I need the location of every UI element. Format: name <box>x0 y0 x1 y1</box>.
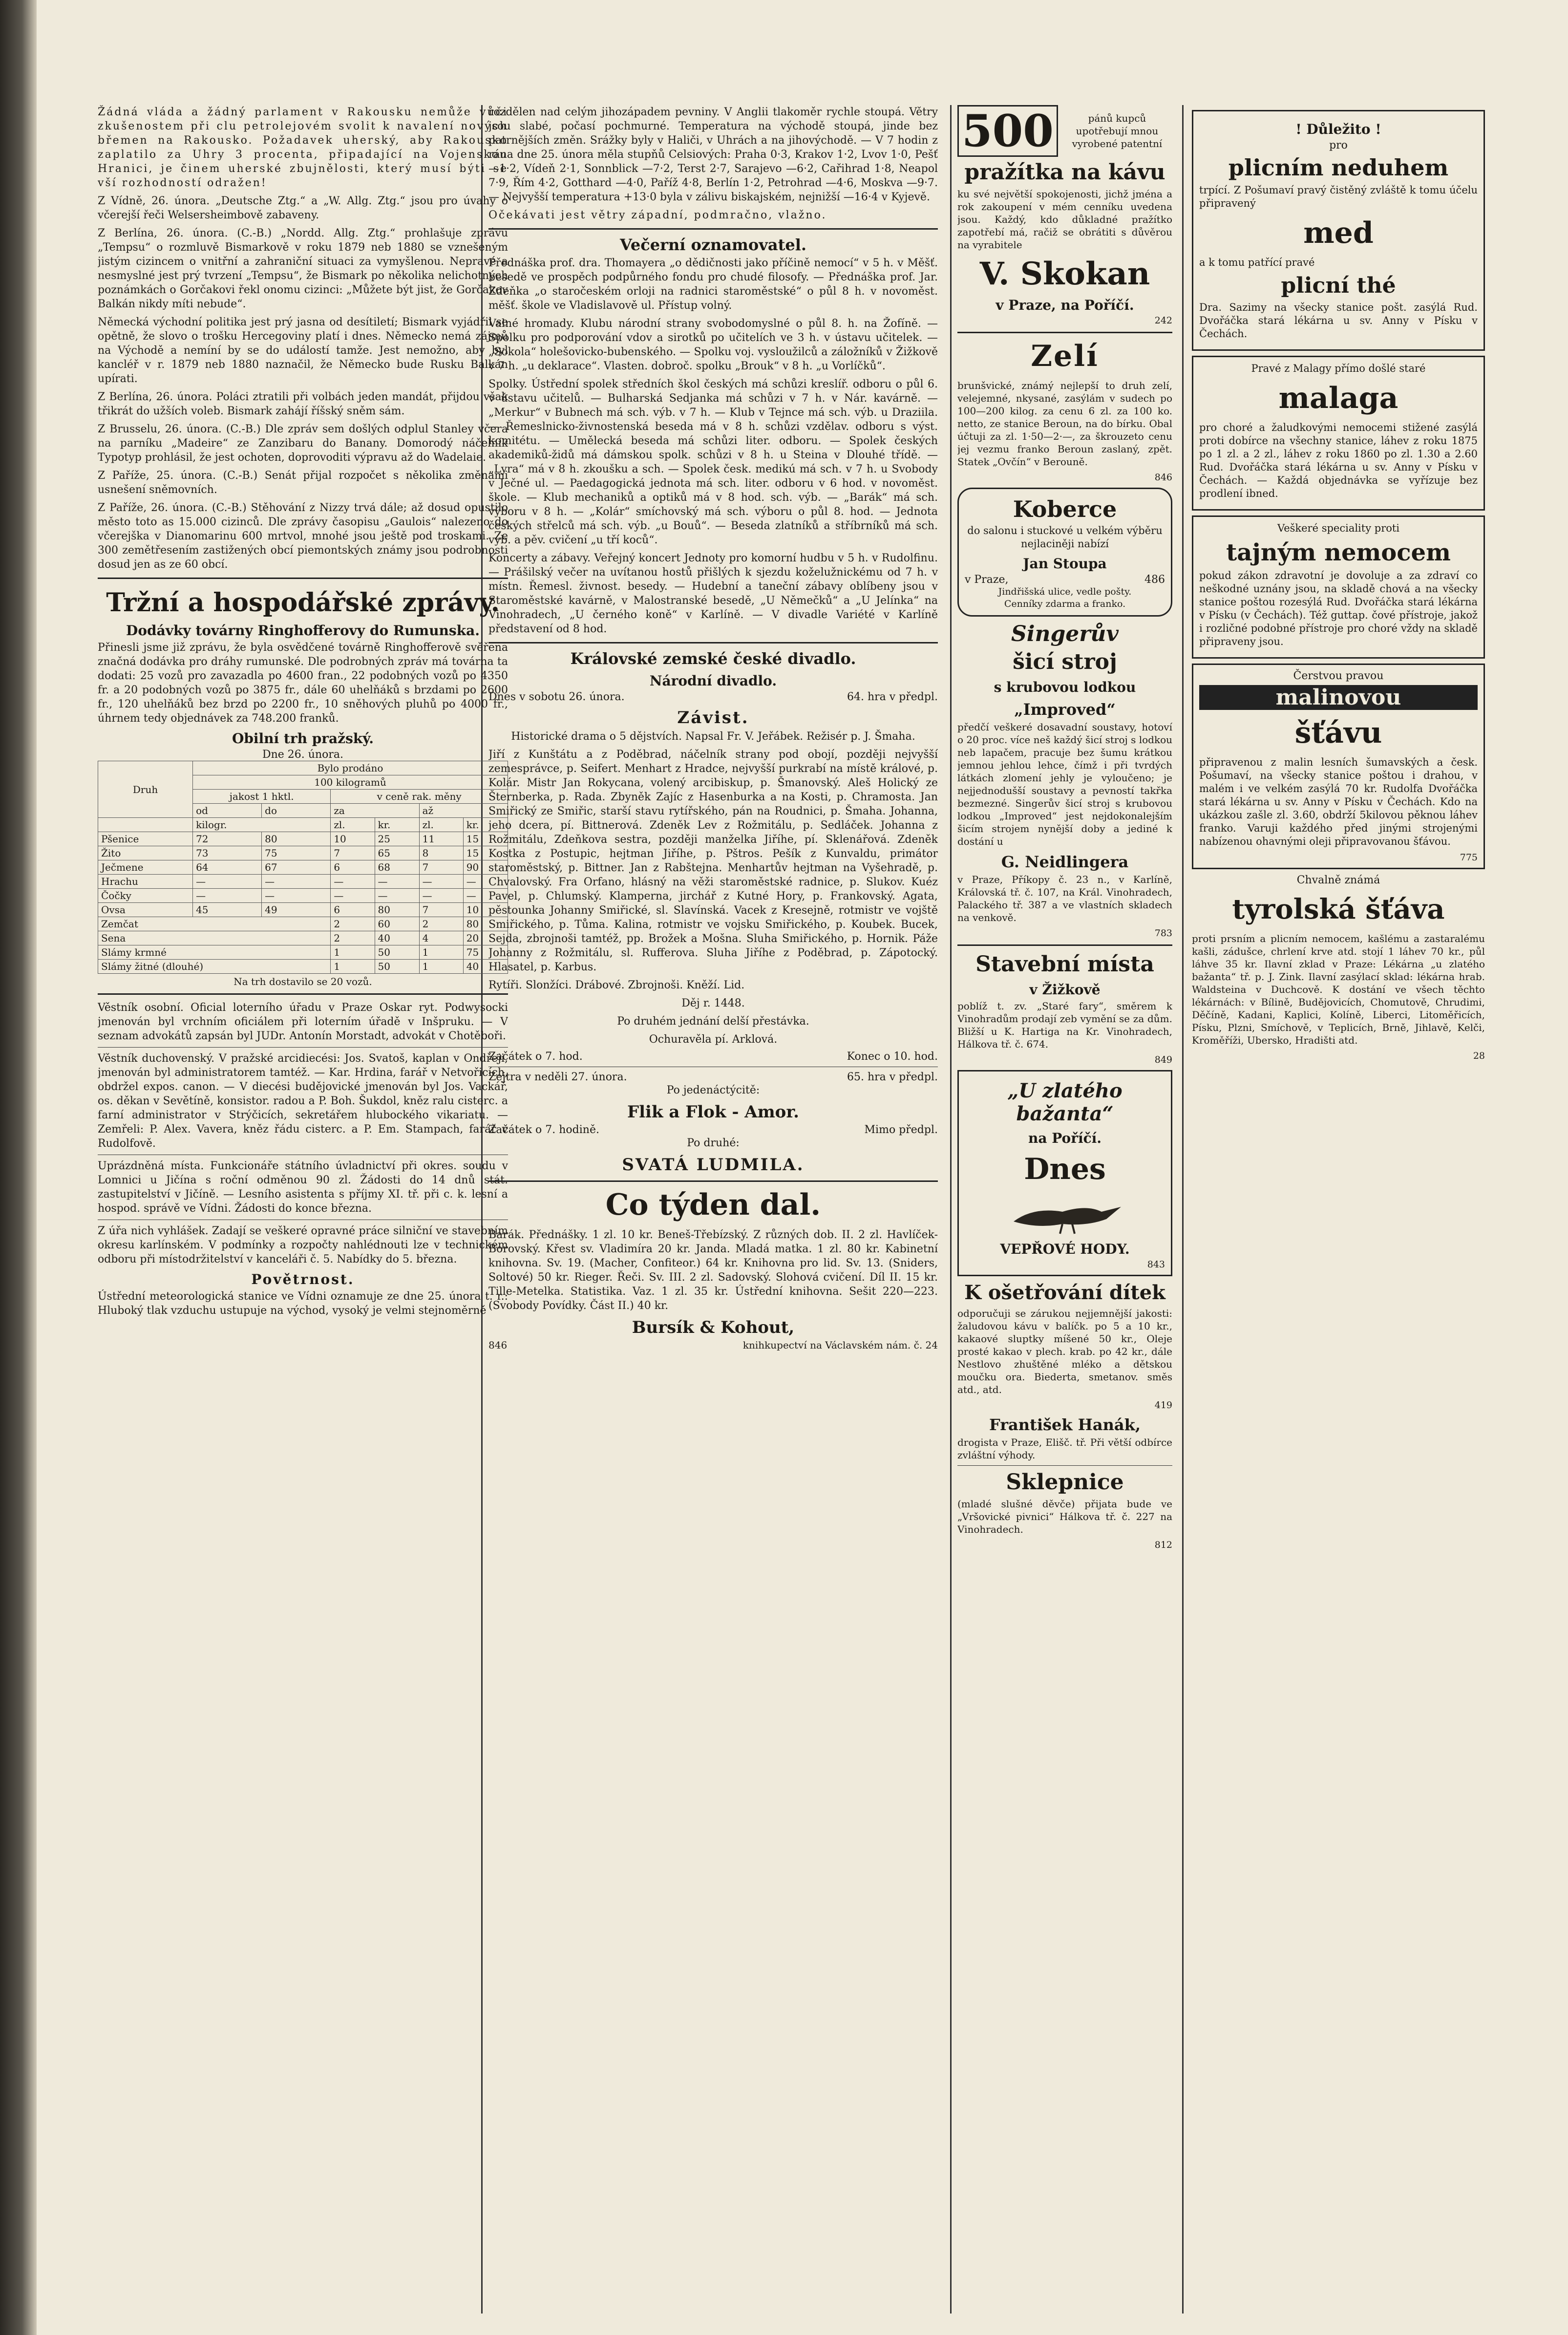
ad-body: odporučuji se zárukou nejjemnější jakosti: žaludovou kávu v balíčk. po 5 a 10 kr., kakaové sluptky míšené 50 kr., Oleje prosté kakao v plech. krab. po 42 kr., dále Nestlovo zhuštěné mléko a dětskou moučku ora. Biederta, smetanov. směs atd., atd. <box>957 1307 1172 1395</box>
table-row <box>98 960 508 974</box>
ad-address: Jindřišská ulice, vedle pošty. <box>998 586 1132 597</box>
book-list: Barák. Přednášky. 1 zl. 10 kr. Beneš-Třebízský. Z různých dob. II. 2 zl. Havlíček-Borovský. Křest sv. Vladimíra 20 kr. Janda. Mladá matka. 1 zl. 80 kr. Kabinetní knihovna. Sv. 19. (Macher, Confiteor.) 64 kr. Knihovna pro lid. Sv. 13. (Sniders, Soltové) 50 kr. Rieger. Řeči. Sv. III. 2 zl. Sadovský. Slohová cvičení. Díl II. 15 kr. Tille-Metelka. Statistika. Vaz. 1 zl. 35 kr. Ústřední knihovna. Sešit 220—223. (Svobody Povídky. Část II.) 40 kr. <box>488 1229 938 1312</box>
grain-name-cell: Pšenice <box>98 832 193 846</box>
header-cell: kr. <box>375 818 419 832</box>
theatre-date: Dnes v sobotu 26. února. <box>488 691 625 703</box>
ad-number: 843 <box>1147 1259 1165 1270</box>
ad-headline: Sklepnice <box>1006 1470 1124 1495</box>
price-cell: — <box>193 875 262 889</box>
play-note: Po jedenáctýcitě: <box>666 1084 760 1096</box>
article-paragraph: Věstník duchovenský. V pražské arcidiecési: Jos. Svatoš, kaplan v Ondřeji, jmenován byl administratorem tamtéž. — Kar. Hrdina, farář v Netvořicích, obdržel expos. canon. — V diecési budějovické jmenován byl Jos. Vackář, os. děkan v Sevětíně, konsistor. radou a P. Boh. Šukdol, kněz ralu cisterc. a farní administrator v Strýčicích, sekretářem hlubockého vikariatu. — Zemřeli: P. Alex. Vavera, kněz řádu cisterc. a P. Em. Stampach, farář v Rudolfově. <box>98 1052 508 1150</box>
price-cell: 11 <box>419 832 463 846</box>
ad-headline: plicní thé <box>1281 273 1396 298</box>
article-paragraph: Koncerty a zábavy. Veřejný koncert Jednoty pro komorní hudbu v 5 h. v Rudolfinu. — Prášilský večer na uvítanou hostů přišlých k sjezdu koželužnickému od 7 h. v místn. Řemesl. živnost. besedy. — Hudební a taneční zábavy oblíbeny jsou v Staroměstské kavárně, v Malostranské besedě, „U Němečků“ a „U Jelínka“ na Vinohradech, „U černého koně“ v Karlíně. — V divadle Variété v Karlíně představení od 8 hod. <box>488 552 938 635</box>
header-cell: v ceně rak. měny <box>331 790 508 804</box>
ad-body: ku své největší spokojenosti, jichž jména a rok zakoupení v mém cenníku uvedena jsou. Každý, kdo důkladné pražítko zapotřebí má, račiž se obrátiti s důvěrou na vyrabitele <box>957 188 1172 251</box>
price-cell: 49 <box>262 903 331 917</box>
ad-koberce <box>957 488 1172 617</box>
ad-headline: malaga <box>1278 381 1398 415</box>
ad-body: do salonu i stuckové u velkém výběru nejlaciněji nabízí <box>967 525 1163 550</box>
ad-body: drogista v Praze, Elišč. tř. Při větší odbírce zvláštní výhody. <box>957 1436 1172 1461</box>
ad-city: v Žižkově <box>1029 982 1101 998</box>
ad-headline: Singerův <box>1011 621 1119 646</box>
play-note: Po druhé: <box>687 1137 740 1149</box>
price-cell: 75 <box>463 945 508 960</box>
price-cell: 80 <box>262 832 331 846</box>
price-cell: 80 <box>375 903 419 917</box>
ad-malinovou <box>1192 664 1485 869</box>
play-note: Děj r. 1448. <box>681 997 745 1009</box>
price-cell: — <box>419 889 463 903</box>
price-cell: 7 <box>419 860 463 875</box>
theatre-subheading: Národní divadlo. <box>649 673 777 689</box>
ad-headline: plicním neduhem <box>1228 154 1449 181</box>
divider <box>488 642 938 643</box>
ad-body: poblíž t. zv. „Staré fary“, směrem k Vinohradům prodají zeb vymění se za dům. Bližší u K. Hartiga na Kr. Vinohradech, Hálkova tř. č. 674. <box>957 1000 1172 1050</box>
ad-number: 812 <box>1154 1540 1172 1550</box>
divider <box>957 332 1172 333</box>
price-cell: 25 <box>375 832 419 846</box>
ad-number: 849 <box>1154 1054 1172 1065</box>
price-cell: 1 <box>419 945 463 960</box>
price-cell: 2 <box>419 917 463 931</box>
play-title: Závist. <box>677 708 749 728</box>
grain-name-cell: Ječmene <box>98 860 193 875</box>
ad-body: proti prsním a plicním nemocem, kašlému a zastaralému kašli, zádušce, chrlení krve atd. stojí 1 láhev 70 kr., půl láhve 35 kr. Ilavní zklad v Praze: Lékárna „u zlatého bažanta“ tř. p. J. Zink. Ilavní zasýlací sklad: lékárna hrab. Waldsteina v Duchcově. K dostání ve všech těchto lékárnách: v Bílině, Budějovicích, Chomutově, Chrudimi, Děčíně, Kadani, Kaplici, Kolíně, Liberci, Litoměřicích, Písku, Plzni, Smíchově, v Teplicích, Brně, Jihlavě, Kelči, Kroměříži, Ubersko, Hradišti atd. <box>1192 933 1485 1046</box>
header-cell: jakost 1 hktl. <box>193 790 331 804</box>
play-cast: Rytíři. Slonžíci. Drábové. Zbrojnoši. Kněží. Lid. <box>488 979 745 991</box>
price-cell: 1 <box>331 960 375 974</box>
header-cell: Druh <box>98 761 193 818</box>
article-paragraph: Uprázdněná místa. Funkcionáře státního úvladnictví při okres. soudu v Lomnici u Jičína s roční odměnou 90 zl. Žádosti do 14 dnů stát. zastupitelství v Jičíně. — Lesního asistenta s příjmy XI. tř. při c. k. lesní a hospod. správě ve Vídni. Žádosti do konce března. <box>98 1160 508 1215</box>
header-cell: kr. <box>463 818 508 832</box>
header-cell: 100 kilogramů <box>193 775 508 790</box>
grain-name-cell: Čočky <box>98 889 193 903</box>
ad-product: „Improved“ <box>1014 700 1116 719</box>
ad-city: v Praze, na Poříčí. <box>996 297 1134 313</box>
price-cell: 80 <box>463 917 508 931</box>
price-cell: 73 <box>193 846 262 860</box>
ad-city: v Praze, <box>965 574 1009 586</box>
article-paragraph: Z Paříže, 26. února. (C.-B.) Stěhování z Nizzy trvá dále; až dosud opustilo město toto as 15.000 cizinců. Dle zprávy časopisu „Gaulois“ nalezeno do včerejška v Dianomarinu 600 mrtvol, mnohé jsou ještě pod troskami. Ze 300 zemětřesením zastižených obcí piemontských známy jsou podrobnosti dosud jen as ze 60 obcí. <box>98 502 508 571</box>
date-line: Dne 26. února. <box>262 749 343 761</box>
product-name-cell: Slámy krmné <box>98 945 331 960</box>
ad-headline: tyrolská šťáva <box>1232 893 1445 925</box>
next-play-row <box>488 1071 938 1083</box>
play-description: Historické drama o 5 dějstvích. Napsal Fr. V. Jeřábek. Režisér p. J. Šmaha. <box>511 730 915 743</box>
price-cell: 50 <box>375 945 419 960</box>
section-heading: Večerní oznamovatel. <box>620 236 806 254</box>
article-paragraph: Německá východní politika jest prý jasna od desítiletí; Bismark vyjádřil se opětně, že slovo o trošku Hercegoviny platí i dnes. Německo nemá zájmů na Východě a nemíní by se do událostí tamže. Jest nemožno, aby byl kancléř v r. 1879 neb 1880 naznačil, že Německo bude Rusku Balkán upírati. <box>98 316 508 385</box>
next-number: 65. hra v předpl. <box>847 1071 938 1083</box>
start-time: Začátek o 7. hod. <box>488 1050 583 1063</box>
grain-name-cell: Žito <box>98 846 193 860</box>
divider <box>98 1047 508 1048</box>
ad-text: pro <box>1329 139 1348 151</box>
ad-headline: Zelí <box>1031 339 1099 373</box>
price-cell: — <box>262 889 331 903</box>
article-title: Povětrnost. <box>251 1271 355 1287</box>
bookshop-row <box>488 1339 938 1351</box>
price-cell: 64 <box>193 860 262 875</box>
theatre-number: 64. hra v předpl. <box>847 691 938 703</box>
divider <box>488 228 938 230</box>
table-note: Na trh dostavilo se 20 vozů. <box>233 976 372 987</box>
price-cell: 68 <box>375 860 419 875</box>
table-row <box>98 860 508 875</box>
article-paragraph: Z úřa nich vyhlášek. Zadají se veškeré opravné práce silniční ve stavebním okresu karlínském. V podmínky a rozpočty nahlédnouti lze v technickém odboru při místodržitelství v kanceláři č. 5. Nabídky do 5. března. <box>98 1225 508 1265</box>
price-cell: 4 <box>419 931 463 945</box>
column-rule <box>950 105 952 2314</box>
header-cell: od <box>193 804 262 818</box>
article-paragraph: Ústřední meteorologická stanice ve Vídni oznamuje ze dne 25. února t. r.: Hluboký tlak vzduchu ustupuje na východ, vysoký je velmi stejnoměrně <box>98 1290 508 1317</box>
ad-headline: K ošetřování dítek <box>964 1281 1165 1304</box>
table-row <box>98 945 508 960</box>
article-title: Dodávky továrny Ringhofferovy do Rumunska. <box>126 622 480 639</box>
play-title: Flik a Flok - Amor. <box>627 1102 799 1122</box>
divider <box>98 993 508 995</box>
header-cell: zl. <box>419 818 463 832</box>
article-paragraph: Žádná vláda a žádný parlament v Rakousku nemůže vůči zkušenostem při clu petrolejovém svolit k navalení nových břemen na Rakousko. Požadavek uherský, aby Rakousko zaplatilo za Uhry 3 procenta, připadající na Vojenskou Hranici, je činem uherské zbujnělosti, který musí býti se vší rozhodností odražen! <box>98 106 508 189</box>
article-paragraph: Z Brusselu, 26. února. (C.-B.) Dle zpráv sem došlých odplul Stanley včera na parníku „Madeire“ ze Zanzibaru do Banany. Domorodý náčelník Typotyp prohlásil, že jest ochoten, doprovoditi výpravu až do Wadelaie. <box>98 423 508 464</box>
ad-number: 28 <box>1473 1050 1485 1061</box>
price-cell: — <box>419 875 463 889</box>
pheasant-illustration <box>1004 1192 1126 1236</box>
price-cell: 15 <box>463 846 508 860</box>
price-cell: 40 <box>375 931 419 945</box>
header-cell: Bylo prodáno <box>193 761 508 775</box>
theatre-date-row <box>488 691 938 703</box>
column-4-ads <box>1192 105 1485 1061</box>
ad-headline: pražítka na kávu <box>964 160 1165 185</box>
ad-headline: med <box>1303 216 1374 250</box>
article-paragraph: Z Vídně, 26. února. „Deutsche Ztg.“ a „W. Allg. Ztg.“ jsou pro úvahy o včerejší řeči Welsersheimbově zabaveny. <box>98 195 508 221</box>
price-cell: 1 <box>331 945 375 960</box>
column-1 <box>98 105 508 1322</box>
article-title: Obilní trh pražský. <box>232 730 374 747</box>
ad-body: Pravé z Malagy přímo došlé staré <box>1251 363 1426 374</box>
ad-subheadline: s krubovou lodkou <box>994 679 1136 695</box>
ad-headline: Stavební místa <box>975 952 1154 977</box>
ad-city-row <box>965 574 1165 586</box>
article-paragraph: Očekávati jest větry západní, podmračno, vlažno. <box>488 209 827 221</box>
ad-body: v Praze, Příkopy č. 23 n., v Karlíně, Královská tř. č. 107, na Král. Vinohradech, Palackého tř. 387 a ve vlastních skladech na venkově. <box>957 874 1172 923</box>
ad-name: Jan Stoupa <box>1023 556 1107 572</box>
ad-headline: „U zlatého bažanta“ <box>1007 1079 1123 1125</box>
play-title: SVATÁ LUDMILA. <box>622 1155 805 1175</box>
table-row <box>98 931 508 945</box>
end-time: Konec o 10. hod. <box>847 1050 938 1063</box>
price-cell: 67 <box>262 860 331 875</box>
article-paragraph: Z Berlína, 26. února. Poláci ztratili při volbách jeden mandát, přijdou však třikrát do užších voleb. Bismark zahájí říšský sněm sám. <box>98 391 508 417</box>
books-heading: Co týden dal. <box>605 1188 821 1222</box>
ad-500-text: pánů kupců upotřebují mnou vyrobené patentní <box>1072 112 1163 150</box>
price-cell: 60 <box>375 917 419 931</box>
price-cell: 40 <box>463 960 508 974</box>
price-cell: — <box>463 875 508 889</box>
price-cell: 7 <box>419 903 463 917</box>
ad-headline: šťávu <box>1294 716 1382 750</box>
divider <box>488 1180 938 1182</box>
price-cell: — <box>463 889 508 903</box>
ad-body: brunšvické, známý nejlepší to druh zelí, velejemné, nkysané, zasýlám v sudech po 100—200 kilog. za cenu 6 zl. za 100 ko. netto, ze stanice Beroun, na do bírku. Obal účtuji za zl. 1·50—2·—, za škrouzeto cenu jej vezmu franko Beroun zaslaný, zpět. Statek „Ovčín“ v Berouně. <box>957 380 1172 468</box>
price-cell: — <box>375 889 419 903</box>
ad-body: připravenou z malin lesních šumavských a česk. Pošumaví, na všecky stanice poštou i drahou, v malém i ve velkém zasýlá 70 kr. Rudolfa Dvořáčka stará lékárna u sv. Anny v Písku v Čechách. Kdo na ukázkou zašle zl. 3.60, obdrží 5kilovou pěknou láhev franko. Varuji každého před jinými strojenými nabízenou ohavnými oleji připravovanou šťávou. <box>1199 756 1478 847</box>
ad-city: na Poříčí. <box>1028 1130 1102 1146</box>
section-heading: Tržní a hospodářské zprávy. <box>106 588 500 618</box>
ad-headline: Koberce <box>1013 496 1117 522</box>
header-cell: až <box>419 804 508 818</box>
start-time: Začátek o 7. hodině. <box>488 1124 599 1136</box>
grain-name-cell: Hrachu <box>98 875 193 889</box>
price-cell: 15 <box>463 832 508 846</box>
ad-name: V. Skokan <box>979 256 1150 292</box>
product-name-cell: Slámy žitné (dlouhé) <box>98 960 331 974</box>
price-cell: 10 <box>331 832 375 846</box>
header-cell: do <box>262 804 331 818</box>
subscription-note: Mimo předpl. <box>864 1124 938 1136</box>
divider <box>98 578 508 579</box>
divider <box>957 944 1172 946</box>
price-cell: 75 <box>262 846 331 860</box>
column-3-ads <box>957 105 1172 1550</box>
ad-headline: VEPŘOVÉ HODY. <box>1000 1241 1130 1257</box>
table-row <box>98 889 508 903</box>
price-cell: 45 <box>193 903 262 917</box>
ad-headline: malinovou <box>1199 685 1478 710</box>
product-name-cell: Sena <box>98 931 331 945</box>
grain-price-table <box>98 761 508 974</box>
ad-note: Cenníky zdarma a franko. <box>1004 599 1126 609</box>
table-row <box>98 832 508 846</box>
ad-headline: tajným nemocem <box>1226 539 1451 566</box>
play-times <box>488 1050 938 1063</box>
header-cell: za <box>331 804 419 818</box>
ad-headline: šicí stroj <box>1013 649 1117 674</box>
price-cell: 7 <box>331 846 375 860</box>
ad-body: a k tomu patřící pravé <box>1199 257 1315 268</box>
ad-text: Chvalně známá <box>1296 874 1380 886</box>
ad-body: pokud zákon zdravotní je dovoluje a za zdraví co neškodné uznány jsou, na skladě chová a na všecky stanice poštou rozesýlá Rud. Dvořáčka stará lékárna v Písku (v Čechách). Též guttap. čové přístroje, jakož i rozličné podobné přístroje pro choré vždy na skladě připraveny jsou. <box>1199 570 1478 647</box>
ad-malaga <box>1192 356 1485 511</box>
bookshop-address: knihkupectví na Václavském nám. č. 24 <box>742 1339 938 1351</box>
price-cell: 6 <box>331 903 375 917</box>
product-name-cell: Zemčat <box>98 917 331 931</box>
ad-body: Dra. Sazimy na všecky stanice pošt. zasýlá Rud. Dvořáčka stará lékárna u sv. Anny v Písku v Čechách. <box>1199 301 1478 340</box>
ad-number: 419 <box>1154 1400 1172 1411</box>
price-cell: 2 <box>331 917 375 931</box>
grain-name-cell: Ovsa <box>98 903 193 917</box>
ad-plicni <box>1192 110 1485 351</box>
ad-body: trpící. Z Pošumaví pravý čistěný zvláště k tomu účelu připravený <box>1199 184 1478 209</box>
header-cell: zl. <box>331 818 375 832</box>
article-paragraph: rozdělen nad celým jihozápadem pevniny. V Anglii tlakoměr rychle stoupá. Větry jsou slabé, počasí pochmurné. Temperatura na východě stoupá, jinde bez patrnějších změn. Srážky byly v Haliči, v Uhrách a na jihovýchodě. — V 7 hodin z rána dne 25. února měla stupňů Celsiových: Praha 0·3, Krakov 1·2, Lvov 1·0, Pešť —1·2, Vídeň 2·1, Sonnblick —7·2, Terst 2·7, Sarajevo —6·2, Cařihrad 1·8, Neapol 7·9, Řím 4·2, Gotthard —4·0, Paříž 4·8, Berlín 1·2, Petrohrad —4·6, Moskva —9·7. — Nejvyšší temperatura +13·0 byla v zálivu biskajském, nejnižší —16·4 v Kyjevě. <box>488 106 938 203</box>
ad-number: 242 <box>1154 315 1172 326</box>
ad-body: předčí veškeré dosavadní soustavy, hotoví o 20 proc. více neš každý šicí stroj s lodkou neb lapačem, pracuje bez šumu krátkou jemnou jehlou lehce, čímž i při tvrdých látkách zlomení jehly je vyloučeno; je nejjednodušší soustavy a pevností takřka bezmezné. Singerův šicí stroj s krubovou lodkou „Improved“ jest nejdokonalejším šicím strojem nynější doby a jediné k dostání u <box>957 721 1172 847</box>
divider <box>957 1465 1172 1466</box>
article-paragraph: Valné hromady. Klubu národní strany svobodomyslné o půl 8. h. na Žofíně. — Spolku pro podporování vdov a sirotků po učitelích ve 3 h. v ústavu učitelek. — „Sokola“ holešovicko-bubenského. — Spolku voj. vysloužilců a záložníků v Žižkově v 7 h. „u deklarace“. Vlasten. dobroč. spolku „Brouk“ v 8 h. „u Vorlíčků“. <box>488 318 938 372</box>
price-cell: — <box>331 875 375 889</box>
price-cell: 2 <box>331 931 375 945</box>
ad-headline: ! Důležito ! <box>1295 121 1381 137</box>
ad-body: (mladé slušné děvče) přijata bude ve „Vršovické pivnici“ Hálkova tř. č. 227 na Vinohradech. <box>957 1498 1172 1535</box>
play-note: Po druhém jednání delší přestávka. <box>617 1015 809 1028</box>
article-paragraph: Spolky. Ústřední spolek středních škol českých má schůzi kreslíř. odboru o půl 6. v ústavu učitelů. — Bulharská Sedjanka má schůzi v 7 h. v Nár. kavárně. — „Merkur“ v Bubnech má sch. výb. v 7 h. — Klub v Tejnce má sch. výb. u Draziila. — Řemeslnicko-živnostenská beseda má v 8 h. schůzi vzdělav. odboru s výst. komitétu. — Umělecká beseda má schůzi liter. odboru. — Spolek českých akademiků-židů má dámskou spolk. schůzi v 8 h. u Steina v Dlouhé třídě. — „Lyra“ má v 8 h. zkoušku a sch. — Spolek česk. medikú má sch. v 7 h. u Svobody v Ječné ul. — Paedagogická jednota má sch. liter. odboru v 6 hod. v novoměst. škole. — Klub mechaniků a optiků má v 8 hod. sch. výb. — „Barák“ má sch. výboru v 8 h. — „Kolár“ smíchovský má sch. výboru o půl 8. hod. — Jednota českých střelců má sch. výb. „u Bouů“. — Beseda zlatníků a stříbrníků má sch. výb. a pěv. cvičení „u tří koců“. <box>488 378 938 546</box>
ad-500-number: 500 <box>957 105 1058 157</box>
next-date: Zejtra v neděli 27. února. <box>488 1071 627 1083</box>
table-row <box>98 875 508 889</box>
price-cell: 50 <box>375 960 419 974</box>
table-row <box>98 846 508 860</box>
ad-number: 846 <box>488 1339 508 1351</box>
ad-number: 783 <box>1154 928 1172 939</box>
ad-body: Veškeré speciality proti <box>1277 522 1400 534</box>
column-2 <box>488 105 938 1351</box>
play-times <box>488 1124 938 1136</box>
price-cell: 8 <box>419 846 463 860</box>
ad-tajnym <box>1192 515 1485 659</box>
ad-bazant <box>957 1070 1172 1276</box>
article-paragraph: Věstník osobní. Oficial loterního úřadu v Praze Oskar ryt. Podwysocki jmenován byl vrchním oficiálem při loterním úřadě v Inšpruku. — V seznam advokátů zapsán byl JUDr. Antonín Morstadt, advokát v Chotěboři. <box>98 1002 508 1042</box>
price-cell: — <box>375 875 419 889</box>
bookshop-name: Bursík & Kohout, <box>632 1318 795 1337</box>
price-cell: — <box>262 875 331 889</box>
ad-text: Čerstvou pravou <box>1293 670 1384 682</box>
ad-body: pro choré a žaludkovými nemocemi stižené zasýlá proti dobírce na všechny stanice, láhev z roku 1875 po 1 zl. a 2 zl., láhev z roku 1860 po zl. 1.30 a 2.60 Rud. Dvořáčka stará lékárna u sv. Anny v Písku v Čechách. — Každá objednávka se vyřízuje bez prodlení ibned. <box>1199 422 1478 499</box>
ad-name: František Hanák, <box>989 1415 1141 1434</box>
table-row <box>98 903 508 917</box>
price-cell: 20 <box>463 931 508 945</box>
play-note: Ochuravěla pí. Arklová. <box>649 1033 778 1046</box>
ad-500 <box>957 105 1172 157</box>
table-row <box>98 917 508 931</box>
ad-number: 775 <box>1460 852 1478 863</box>
article-paragraph: Přednáška prof. dra. Thomayera „o dědičnosti jako příčině nemocí“ v 5 h. v Měšť. besedě ve prospěch podpůrného fondu pro chudé filosofy. — Přednáška prof. Jar. Zdeňka „o staročeském orloji na radnici staroměstské“ o půl 8 h. v novoměst. měšť. škole ve Vladislavově ul. Přístup volný. <box>488 257 938 312</box>
ad-headline: Dnes <box>1024 1152 1106 1186</box>
article-paragraph: Z Berlína, 26. února. (C.-B.) „Nordd. Allg. Ztg.“ prohlašuje zprávu „Tempsu“ o rozmluvě Bismarkově v roku 1879 neb 1880 se vznešeným jistým cizincem o vnitřní a zahraniční situaci za vymyšlenou. Nepravé a nesmyslné jest prý tvrzení „Tempsu“, že Bismark po několika nelichotných poznámkách o Gorčakovi řekl onomu cizinci: „Můžete být jist, že Gorčakov Balkán nikdy míti nebude“. <box>98 227 508 310</box>
header-cell <box>98 818 193 832</box>
price-cell: 90 <box>463 860 508 875</box>
article-paragraph: Přinesli jsme již zprávu, že byla osvědčené továrně Ringhofferově svěřena značná dodávka pro dráhy rumunské. Dle podrobných zpráv má továrna ta dodati: 25 vozů pro zavazadla po 4600 fran., 22 podobných vozů po 4350 fr. a 20 podobných vozů po 3875 fr., dále 60 uhelňáků s brzdami po 2600 fr., 120 uhelňáků bez brzd po 2200 fr., 10 sněhových pluhů po 4000 fr., úhrnem tedy objednávek za 748.200 franků. <box>98 642 508 725</box>
play-cast: Jiří z Kunštátu a z Poděbrad, náčelník strany pod obojí, později nejvyšší zemesprávce, p. Seifert. Menhart z Hradce, nejvyšší purkrabí na místě králové, p. Kolár. Mistr Jan Rokycana, volený arcibiskup, p. Šmanovský. Aleš Holický ze Šternberka, p. Rada. Zbyněk Zajíc z Hasenburka a na Kosti, p. Chramosta. Jan Smiřický ze Smiřic, starší stavu rytířského, pán na Roudnici, p. Šmaha. Johanna, jeho dcera, pí. Bittnerová. Zdeněk Lev z Rožmitálu, p. Sedláček. Johanna z Rožmitálu, Zdeňkova sestra, později manželka Jiříhe, pí. Sklenářová. Zdeněk Kostka z Postupic, hejtman Jiříhe, p. Pštros. Pešík z Kunvaldu, primátor staroměstský, p. Bittner. Jan z Rabštejna. Menhartův hejtman na Vyšehradě, p. Chvalovský. Fra Orfano, hlásný na věži staroměstské radnice, p. Slukov. Kuéz Pavel, p. Chlumský. Klamperna, jirchář z Kutné Hory, p. Frankovský. Agata, pěstounka Johanny Smiřické, sl. Slavínská. Vacek z Kresejně, rotmistr ve vojště Smiřického, p. Tůma. Kalina, rotmistr ve vojsku Smiřického, p. Koubek. Bucek, Sejda, zbrojnoši tamtéž, pp. Brožek a Mošna. Sluha Smiřického, p. Hornik. Páže Johanny z Rožmitálu, sl. Rufferova. Sluha Jiříhe z Poděbrad, p. Zápotocký. Hlasatel, p. Karbus. <box>488 749 938 973</box>
column-rule <box>1182 105 1184 2314</box>
header-cell: kilogr. <box>193 818 331 832</box>
price-cell: 65 <box>375 846 419 860</box>
price-cell: — <box>331 889 375 903</box>
price-cell: 6 <box>331 860 375 875</box>
book-binding <box>0 0 37 2335</box>
ad-number: 486 <box>1144 574 1165 586</box>
theatre-heading: Královské zemské české divadlo. <box>570 649 856 668</box>
ad-name: G. Neidlingera <box>1001 853 1129 871</box>
ad-number: 846 <box>1154 472 1172 483</box>
price-cell: 10 <box>463 903 508 917</box>
price-cell: 1 <box>419 960 463 974</box>
price-cell: 72 <box>193 832 262 846</box>
article-paragraph: Z Paříže, 25. února. (C.-B.) Senát přijal rozpočet s několika změnami usnešení sněmovních. <box>98 470 508 496</box>
price-cell: — <box>193 889 262 903</box>
